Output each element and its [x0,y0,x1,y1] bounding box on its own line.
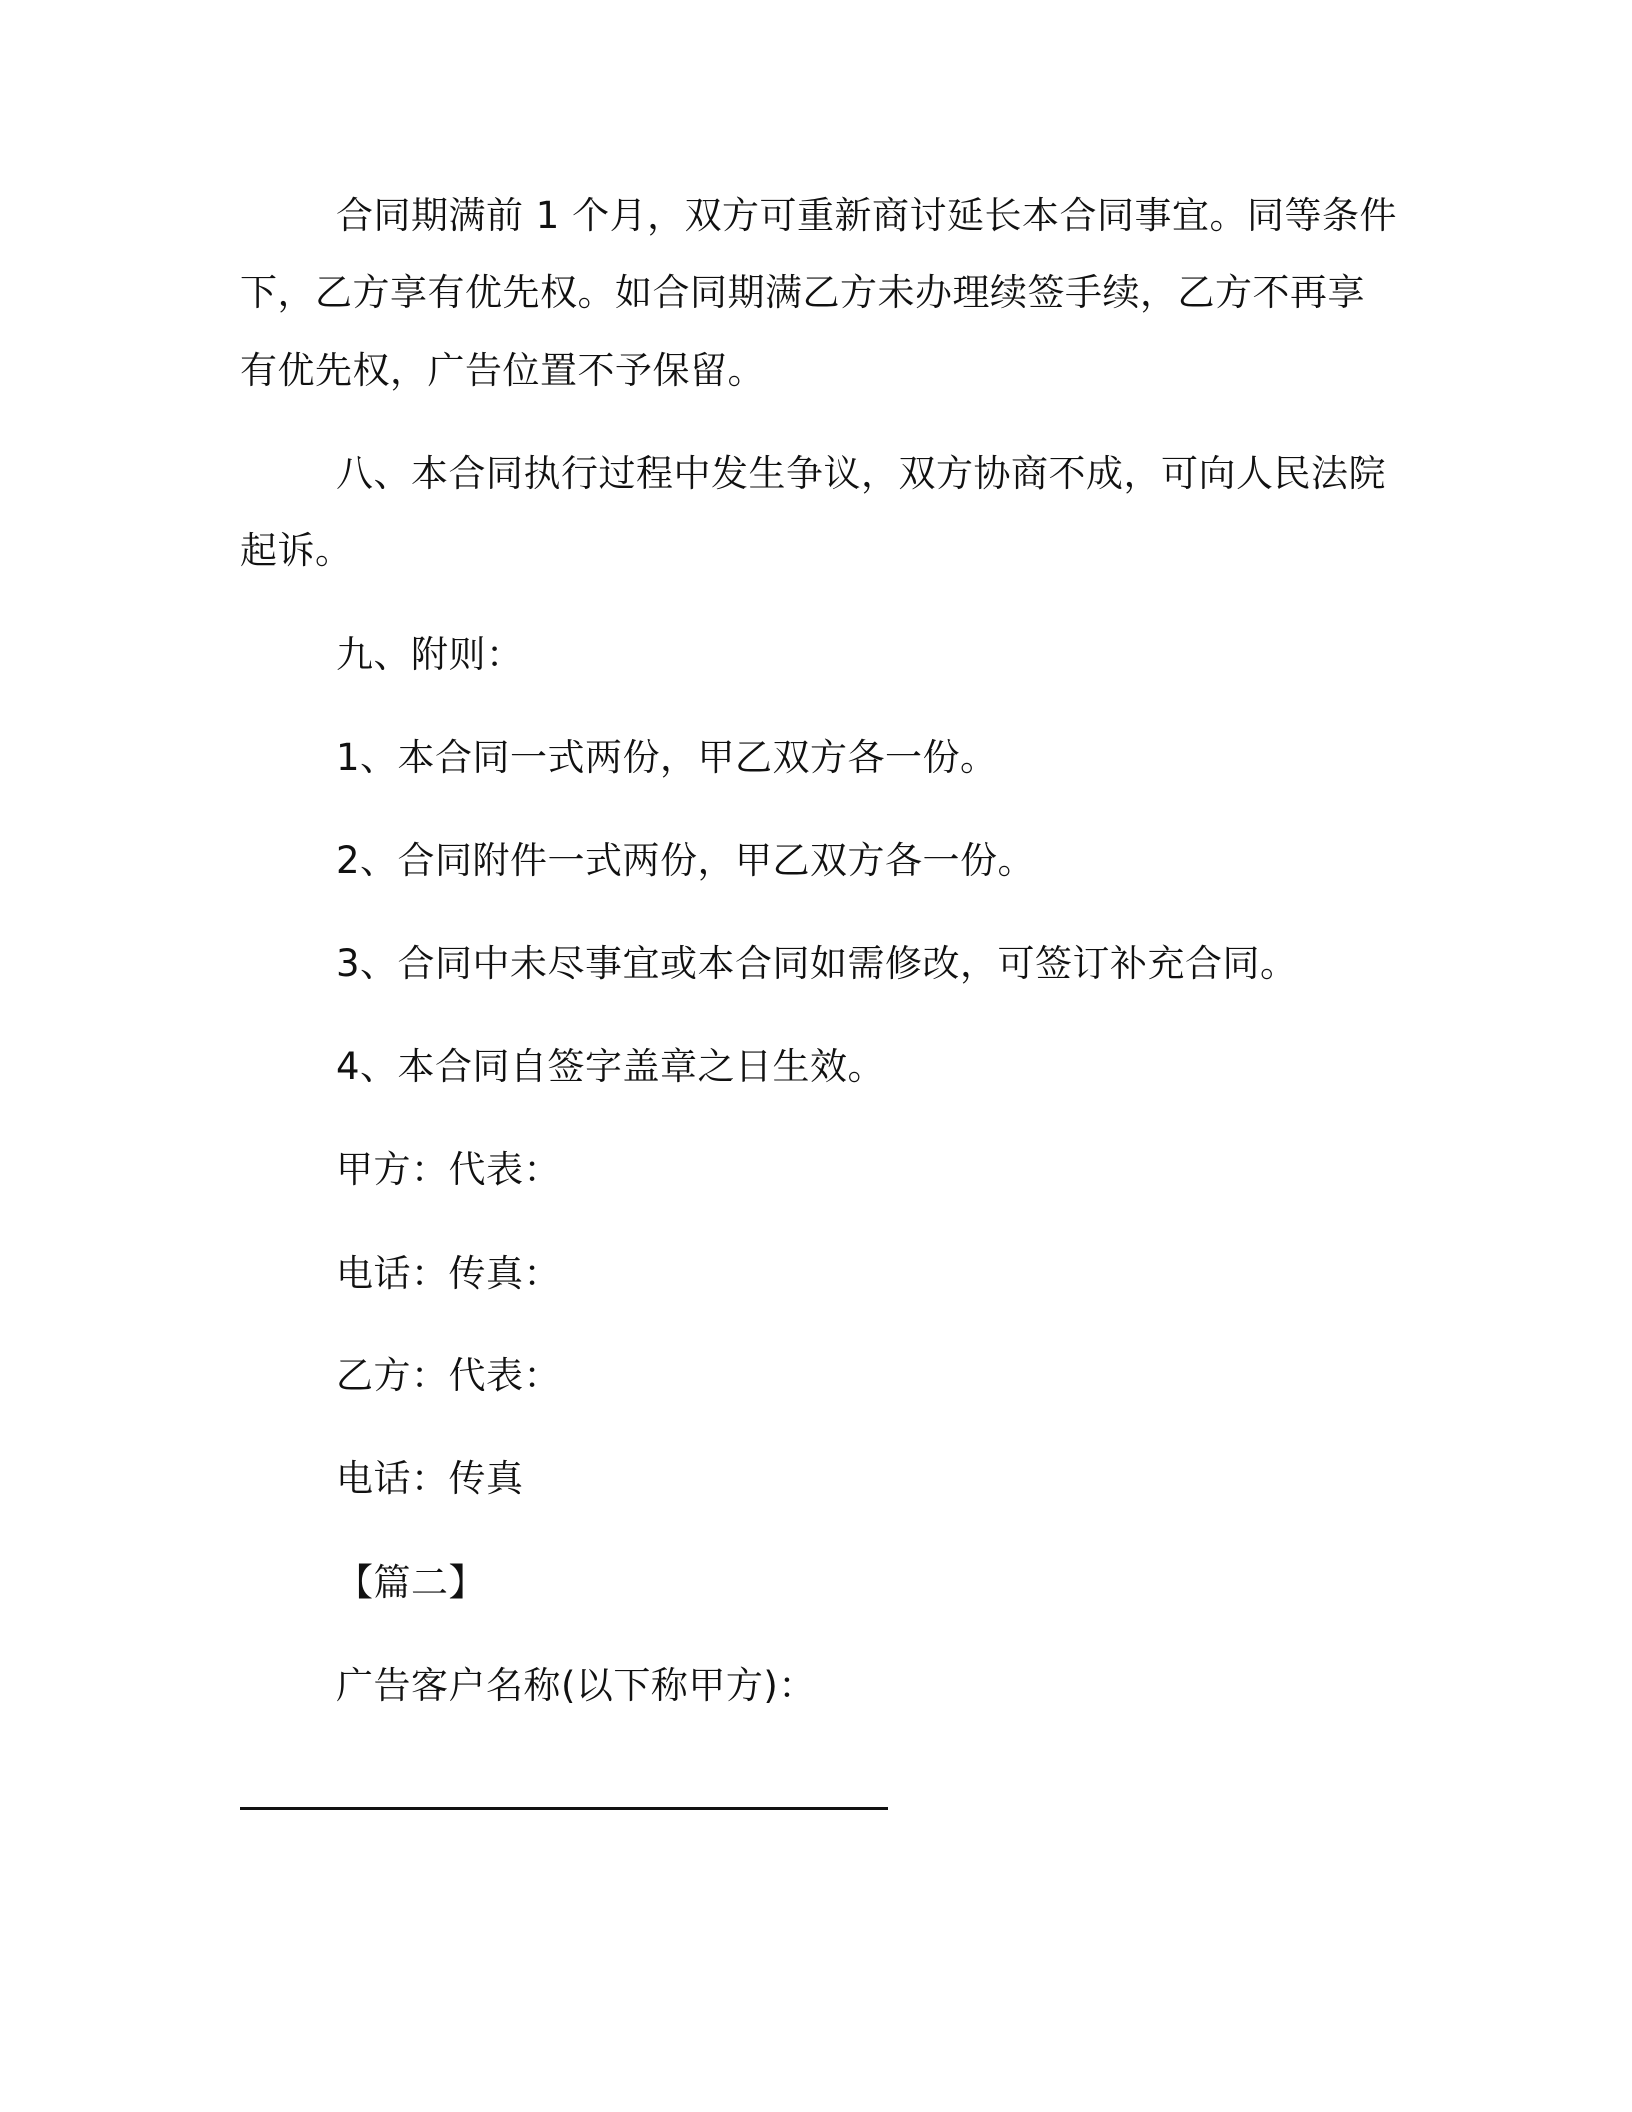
list-item: 2、合同附件一式两份，甲乙双方各一份。 [336,839,1036,882]
paragraph-line: 起诉。 [240,529,353,572]
party-b-signature: 乙方：代表： [336,1354,561,1397]
paragraph-line: 下，乙方享有优先权。如合同期满乙方未办理续签手续，乙方不再享 [240,271,1365,314]
party-a-contact: 电话：传真： [336,1252,561,1295]
fill-in-blank-line [240,1807,888,1810]
client-name-label: 广告客户名称(以下称甲方)： [336,1664,816,1707]
party-b-contact: 电话：传真 [336,1457,524,1500]
paragraph-line: 有优先权，广告位置不予保留。 [240,349,765,392]
party-a-signature: 甲方：代表： [336,1148,561,1191]
list-item: 3、合同中未尽事宜或本合同如需修改，可签订补充合同。 [336,942,1298,985]
paragraph-line: 合同期满前 1 个月，双方可重新商讨延长本合同事宜。同等条件 [336,194,1398,237]
paragraph-line: 八、本合同执行过程中发生争议，双方协商不成，可向人民法院 [336,452,1386,495]
clause-heading: 九、附则： [336,633,524,676]
section-title: 【篇二】 [336,1561,486,1604]
list-item: 1、本合同一式两份，甲乙双方各一份。 [336,736,998,779]
list-item: 4、本合同自签字盖章之日生效。 [336,1045,886,1088]
